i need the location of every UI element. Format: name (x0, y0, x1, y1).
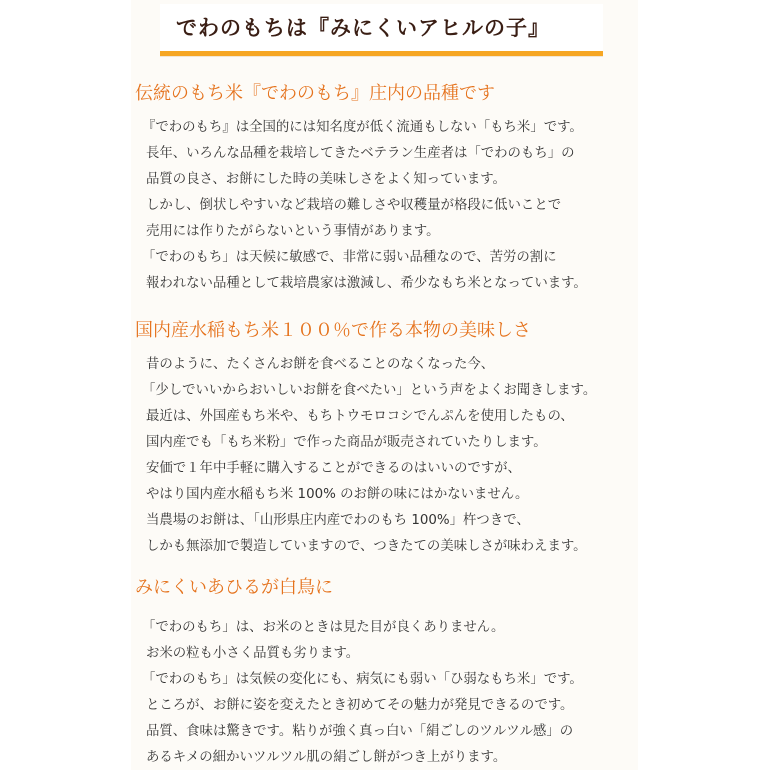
text-line: 長年、いろんな品種を栽培してきたベテラン生産者は「でわのもち」の (146, 146, 575, 161)
text-line: 安価で１年中手軽に購入することができるのはいいのですが、 (146, 461, 521, 476)
text-line: やはり国内産水稲もち米 100% のお餅の味にはかないません。 (146, 487, 529, 502)
section-heading-swan: みにくいあひるが白鳥に (135, 577, 333, 598)
section-body-domestic (142, 352, 596, 560)
section-heading-domestic: 国内産水稲もち米１００％で作る本物の美味しさ (135, 320, 531, 341)
text-line: 品質の良さ、お餅にした時の美味しさをよく知っています。 (146, 172, 506, 187)
text-line: 「でわのもち」は、お米のときは見た目が良くありません。 (142, 620, 505, 635)
text-line: しかも無添加で製造していますので、つきたての美味しさが味わえます。 (146, 539, 587, 554)
text-line: しかし、倒状しやすいなど栽培の難しさや収穫量が格段に低いことで (146, 198, 562, 213)
text-line: 昔のように、たくさんお餅を食べることのなくなった今、 (146, 357, 495, 372)
text-line: 国内産でも「もち米粉」で作った商品が販売されていたりします。 (146, 435, 547, 450)
text-line: 当農場のお餅は、「山形県庄内産でわのもち 100%」杵つきで、 (146, 513, 530, 528)
text-line: 売用には作りたがらないという事情があります。 (146, 224, 440, 239)
text-line: 「でわのもち」は気候の変化にも、病気にも弱い「ひ弱なもち米」です。 (142, 672, 583, 687)
text-line: 報われない品種として栽培農家は激減し、希少なもち米となっています。 (146, 276, 587, 291)
page-title: でわのもちは『みにくいアヒルの子』 (176, 16, 550, 40)
text-line: ところが、お餅に姿を変えたとき初めてその魅力が発見できるのです。 (146, 698, 574, 713)
text-line: 最近は、外国産もち米や、もちトウモロコシでんぷんを使用したもの、 (146, 409, 574, 424)
section-body-swan (142, 615, 583, 770)
text-line: あるキメの細かいツルツル肌の絹ごし餅がつき上がります。 (146, 750, 507, 765)
text-line: 「少しでいいからおいしいお餅を食べたい」という声をよくお聞きします。 (142, 383, 597, 398)
text-line: 『でわのもち』は全国的には知名度が低く流通もしない「もち米」です。 (142, 120, 583, 135)
section-body-traditional (142, 115, 587, 297)
text-line: 「でわのもち」は天候に敏感で、非常に弱い品種なので、苦労の割に (142, 250, 557, 265)
text-line: お米の粒も小さく品質も劣ります。 (146, 646, 360, 661)
section-heading-traditional: 伝統のもち米『でわのもち』庄内の品種です (135, 83, 495, 104)
text-line: 品質、食味は驚きです。粘りが強く真っ白い「絹ごしのツルツル感」の (146, 724, 574, 739)
